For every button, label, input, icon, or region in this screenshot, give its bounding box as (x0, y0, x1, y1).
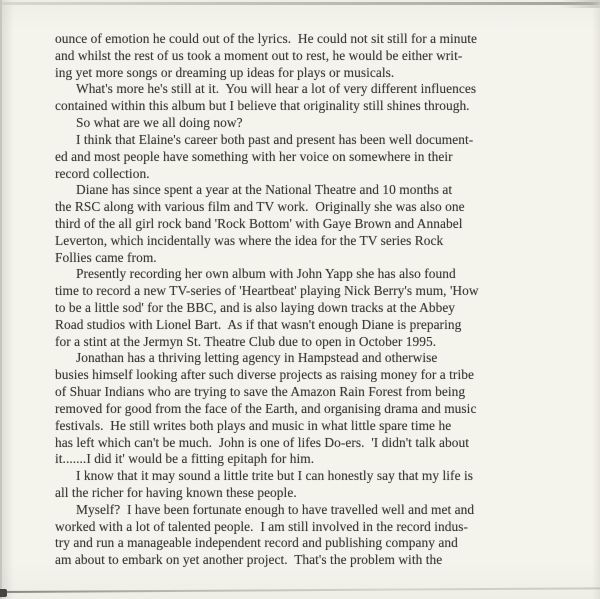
text-line: it.......I did it' would be a fitting epitaph for him. (55, 451, 315, 467)
text-line: Myself? I have been fortunate enough to have travelled well and met and (76, 501, 475, 517)
text-line: What's more he's still at it. You will hear a lot of very different influences (76, 81, 477, 97)
text-line: to be a little sod' for the BBC, and is also laying down tracks at the Abbey (55, 300, 456, 315)
text-line: and whilst the rest of us took a moment out to rest, he would be either writ- (55, 47, 463, 63)
scan-shadow-left (2, 0, 14, 599)
text-line: removed for good from the face of the Earth, and organising drama and music (55, 400, 477, 416)
scan-edge-top (0, 2, 600, 5)
text-line: time to record a new TV-series of 'Heartbeat' playing Nick Berry's mum, 'How (55, 283, 479, 299)
text-line: ed and most people have something with her voice on somewhere in their (55, 148, 453, 164)
scan-corner-bottom-left (0, 589, 7, 597)
scan-shadow-right (592, 0, 600, 599)
text-line: So what are we all doing now? (76, 115, 243, 131)
text-line: ounce of emotion he could out of the lyrics. He could not sit still for a minute (55, 31, 478, 46)
text-line: festivals. He still writes both plays and music in what little spare time he (55, 417, 452, 433)
text-line: am about to embark on yet another project. That's the problem with the (55, 552, 443, 568)
text-line: Presently recording her own album with John Yapp she has also found (76, 266, 456, 282)
text-line: Road studios with Lionel Bart. As if that wasn't enough Diane is preparing (55, 316, 462, 332)
page-text (55, 31, 547, 569)
scan-edge-bottom (0, 587, 600, 593)
text-line: the RSC along with various film and TV work. Originally she was also one (55, 199, 465, 215)
text-line: Jonathan has a thriving letting agency in Hampstead and otherwise (76, 350, 438, 366)
text-line: ing yet more songs or dreaming up ideas for plays or musicals. (55, 64, 395, 80)
text-line: for a stint at the Jermyn St. Theatre Club due to open in October 1995. (55, 333, 437, 349)
text-line: third of the all girl rock band 'Rock Bottom' with Gaye Brown and Annabel (55, 215, 463, 231)
text-line: record collection. (55, 165, 150, 181)
text-line: Diane has since spent a year at the National Theatre and 10 months at (76, 182, 453, 198)
text-line: I know that it may sound a little trite but I can honestly say that my life is (76, 468, 473, 484)
text-line: busies himself looking after such diverse projects as raising money for a tribe (55, 367, 474, 383)
text-line: contained within this album but I believe that originality still shines through. (55, 98, 470, 114)
text-line: has left which can't be much. John is one of lifes Do-ers. 'I didn't talk about (55, 434, 470, 450)
text-line: of Shuar Indians who are trying to save the Amazon Rain Forest from being (55, 384, 466, 400)
text-line: worked with a lot of talented people. I am still involved in the record indus- (55, 518, 469, 534)
text-line: Follies came from. (55, 249, 157, 265)
text-line: try and run a manageable independent record and publishing company and (55, 535, 458, 551)
text-line: Leverton, which incidentally was where the idea for the TV series Rock (55, 232, 444, 248)
text-line: all the richer for having known these people. (55, 484, 297, 500)
text-line: I think that Elaine's career both past and present has been well document- (76, 131, 474, 147)
